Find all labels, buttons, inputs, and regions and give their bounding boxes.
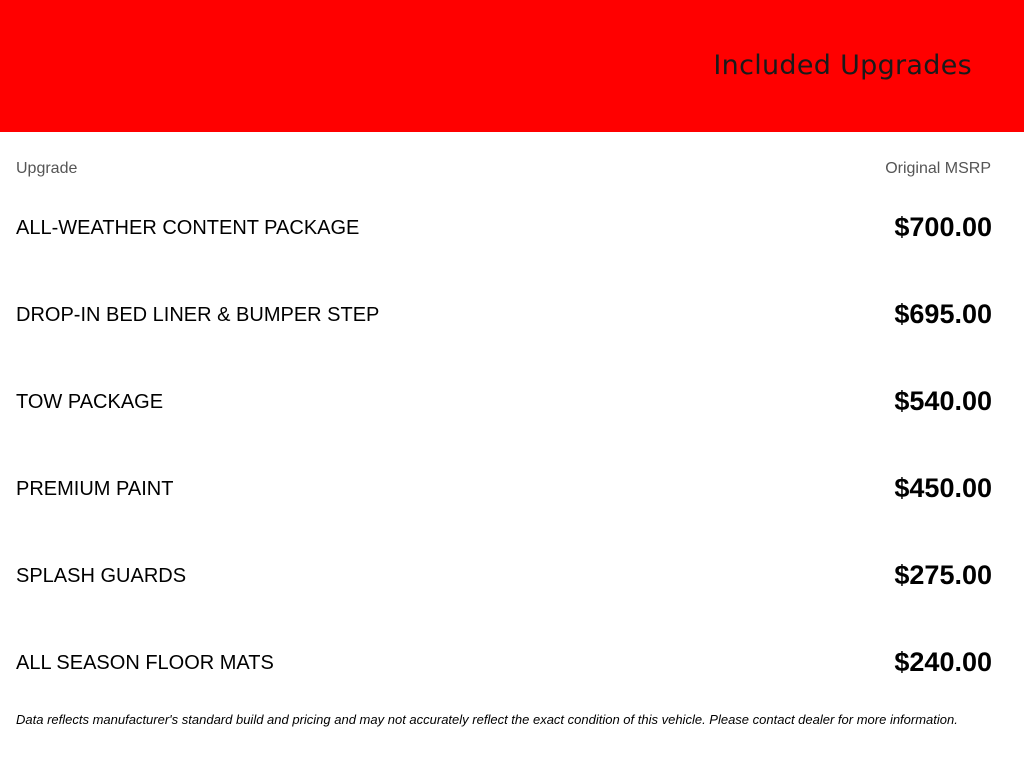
upgrade-price: $450.00: [894, 473, 992, 503]
upgrade-price: $240.00: [894, 647, 992, 677]
upgrade-name: SPLASH GUARDS: [16, 565, 187, 587]
disclaimer-text: Data reflects manufacturer's standard build and pricing and may not accurately reflect the exact condition of this vehicle. Please contact dealer for more information.: [16, 712, 958, 727]
upgrade-price: $695.00: [894, 299, 992, 329]
upgrade-row: [16, 286, 992, 373]
column-header-msrp: Original MSRP: [885, 160, 991, 177]
upgrade-name: DROP-IN BED LINER & BUMPER STEP: [16, 304, 380, 326]
upgrade-price: $275.00: [894, 560, 992, 590]
upgrade-name: ALL-WEATHER CONTENT PACKAGE: [16, 217, 360, 239]
upgrade-row: [16, 634, 992, 721]
upgrade-row: [16, 460, 992, 547]
page-title: Included Upgrades: [713, 50, 972, 81]
upgrade-name: PREMIUM PAINT: [16, 478, 174, 500]
column-header-upgrade: Upgrade: [16, 160, 78, 177]
header-banner: [0, 0, 1024, 132]
upgrade-row: [16, 373, 992, 460]
column-headers: [16, 160, 991, 180]
upgrade-row: [16, 547, 992, 634]
upgrade-price: $540.00: [894, 386, 992, 416]
upgrade-name: ALL SEASON FLOOR MATS: [16, 652, 274, 674]
upgrade-price: $700.00: [894, 212, 992, 242]
upgrade-row: [16, 199, 992, 286]
upgrade-name: TOW PACKAGE: [16, 391, 164, 413]
upgrades-list: [16, 199, 992, 721]
